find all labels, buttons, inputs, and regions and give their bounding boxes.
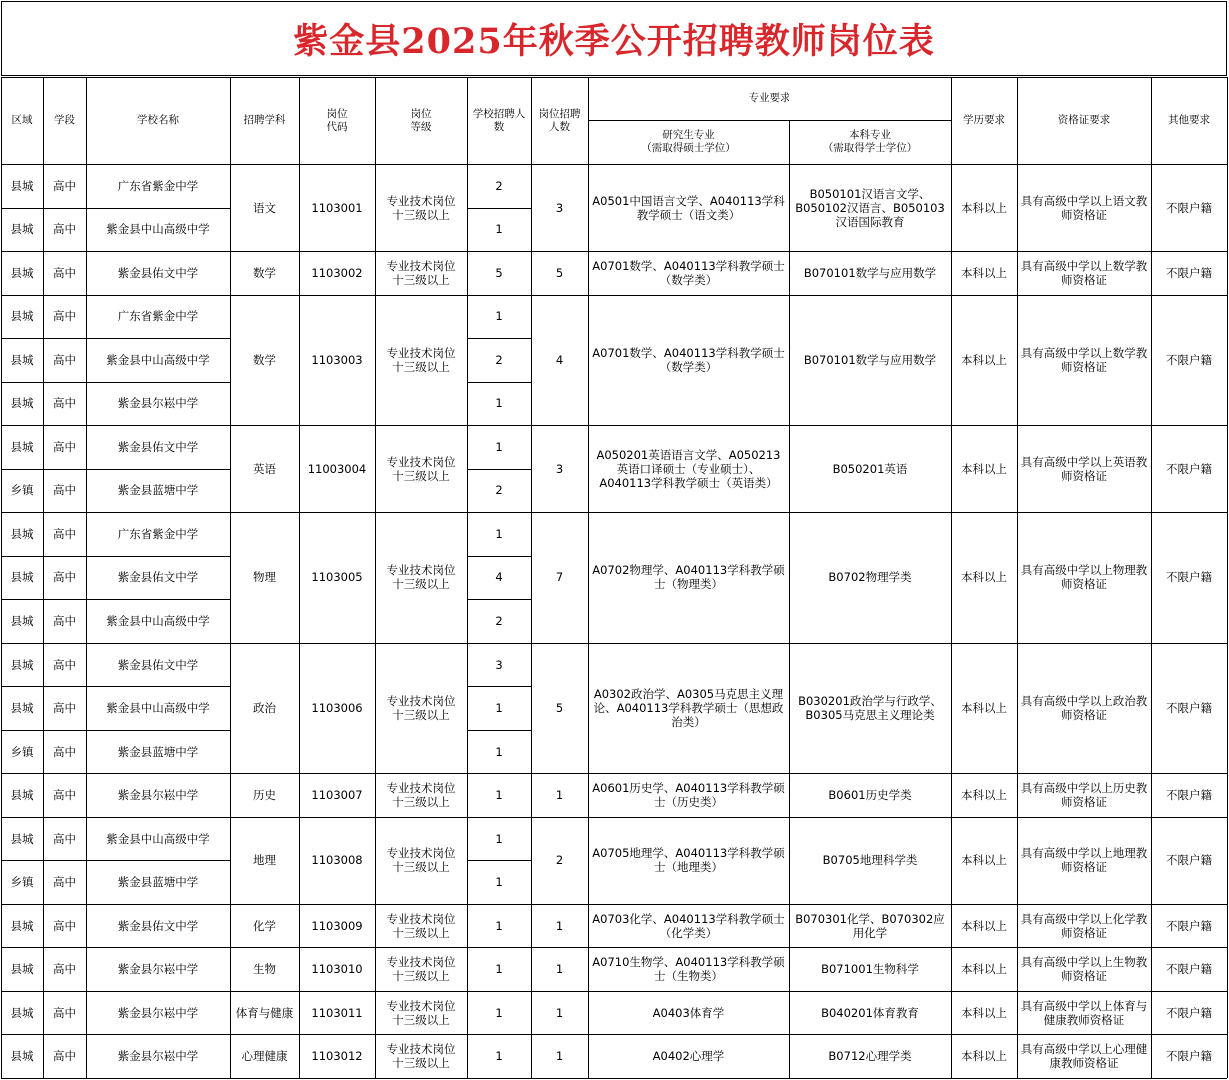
other-requirement-cell: 不限户籍	[1166, 701, 1212, 716]
area-cell: 县城	[10, 613, 34, 628]
school-name-cell: 紫金县尔崧中学	[117, 962, 199, 977]
certificate-cell: 具有高级中学以上英语教师资格证	[1020, 454, 1148, 483]
subject-cell: 生物	[253, 962, 276, 977]
education-cell: 本科以上	[961, 962, 1007, 977]
certificate-cell: 具有高级中学以上政治教师资格证	[1020, 694, 1148, 723]
grad-major-cell: A0710生物学、A040113学科教学硕士（生物类）	[592, 955, 785, 984]
education-cell: 本科以上	[961, 352, 1007, 367]
subject-cell: 英语	[253, 461, 276, 476]
school-quota-cell: 1	[495, 1005, 503, 1020]
undergrad-major-cell: B0712心理学类	[828, 1049, 912, 1064]
post-quota-cell: 1	[555, 1049, 564, 1064]
education-cell: 本科以上	[961, 788, 1007, 803]
school-quota-cell: 2	[495, 613, 503, 628]
school-quota-cell: 2	[495, 483, 503, 498]
education-cell: 本科以上	[961, 265, 1007, 280]
area-cell: 县城	[10, 439, 34, 454]
stage-cell: 高中	[53, 701, 76, 716]
school-name-cell: 紫金县蓝塘中学	[117, 875, 199, 890]
other-requirement-cell: 不限户籍	[1166, 1049, 1212, 1064]
other-requirement-cell: 不限户籍	[1166, 570, 1212, 585]
undergrad-major-cell: B070301化学、B070302应用化学	[795, 911, 945, 940]
area-cell: 县城	[10, 831, 34, 846]
area-cell: 县城	[10, 701, 34, 716]
header-major: 专业要求	[748, 92, 791, 104]
school-name-cell: 紫金县尔崧中学	[117, 396, 199, 411]
school-quota-cell: 2	[495, 352, 503, 367]
post-quota-cell: 1	[555, 788, 564, 803]
grad-major-cell: A0701数学、A040113学科教学硕士（数学类）	[592, 258, 785, 287]
header-stage: 学段	[54, 114, 75, 126]
education-cell: 本科以上	[961, 570, 1007, 585]
school-quota-cell: 3	[495, 657, 503, 672]
school-quota-cell: 1	[495, 962, 503, 977]
education-cell: 本科以上	[961, 1049, 1007, 1064]
school-name-cell: 紫金县佑文中学	[117, 265, 199, 280]
header-under: 本科专业 （需取得学士学位）	[822, 129, 918, 154]
school-name-cell: 紫金县尔崧中学	[117, 788, 199, 803]
stage-cell: 高中	[53, 613, 76, 628]
school-name-cell: 广东省紫金中学	[117, 178, 199, 193]
area-cell: 县城	[10, 309, 34, 324]
post-code-cell: 1103006	[311, 701, 363, 716]
school-name-cell: 紫金县中山高级中学	[106, 831, 210, 846]
post-level-cell: 专业技术岗位十三级以上	[386, 454, 456, 483]
post-level-cell: 专业技术岗位十三级以上	[386, 911, 456, 940]
subject-cell: 语文	[253, 200, 276, 215]
stage-cell: 高中	[53, 396, 76, 411]
subject-cell: 数学	[253, 352, 276, 367]
post-quota-cell: 1	[555, 962, 564, 977]
school-quota-cell: 1	[495, 526, 503, 541]
subject-cell: 数学	[253, 265, 276, 280]
grad-major-cell: A0705地理学、A040113学科教学硕士（地理类）	[592, 846, 785, 875]
post-level-cell: 专业技术岗位十三级以上	[386, 1042, 456, 1071]
grad-major-cell: A0701数学、A040113学科教学硕士（数学类）	[592, 345, 785, 374]
school-name-cell: 紫金县佑文中学	[117, 570, 199, 585]
header-school-num: 学校招聘人数	[472, 107, 526, 133]
post-code-cell: 1103005	[311, 570, 363, 585]
stage-cell: 高中	[53, 222, 76, 237]
subject-cell: 心理健康	[241, 1049, 288, 1064]
post-level-cell: 专业技术岗位十三级以上	[386, 846, 456, 875]
stage-cell: 高中	[53, 265, 76, 280]
stage-cell: 高中	[53, 309, 76, 324]
post-code-cell: 1103008	[311, 853, 363, 868]
header-grad: 研究生专业 （需取得硕士学位）	[641, 129, 736, 154]
area-cell: 乡镇	[10, 744, 34, 759]
stage-cell: 高中	[53, 178, 76, 193]
grad-major-cell: A0702物理学、A040113学科教学硕士（物理类）	[592, 563, 785, 592]
post-quota-cell: 1	[555, 918, 564, 933]
other-requirement-cell: 不限户籍	[1166, 918, 1212, 933]
school-quota-cell: 1	[495, 222, 503, 237]
education-cell: 本科以上	[961, 701, 1007, 716]
post-level-cell: 专业技术岗位十三级以上	[386, 193, 456, 222]
other-requirement-cell: 不限户籍	[1166, 962, 1212, 977]
education-cell: 本科以上	[961, 461, 1007, 476]
grad-major-cell: A0601历史学、A040113学科教学硕士（历史类）	[592, 781, 785, 810]
post-level-cell: 专业技术岗位十三级以上	[386, 563, 456, 592]
grad-major-cell: A0501中国语言文学、A040113学科教学硕士（语文类）	[592, 193, 785, 222]
post-quota-cell: 2	[555, 853, 564, 868]
post-code-cell: 1103002	[311, 265, 363, 280]
area-cell: 县城	[10, 526, 34, 541]
school-name-cell: 紫金县中山高级中学	[106, 222, 210, 237]
other-requirement-cell: 不限户籍	[1166, 352, 1212, 367]
header-code: 岗位 代码	[326, 107, 348, 133]
other-requirement-cell: 不限户籍	[1166, 461, 1212, 476]
school-quota-cell: 1	[495, 309, 503, 324]
certificate-cell: 具有高级中学以上生物教师资格证	[1020, 955, 1148, 984]
header-edu: 学历要求	[963, 114, 1005, 126]
stage-cell: 高中	[53, 352, 76, 367]
undergrad-major-cell: B030201政治学与行政学、B0305马克思主义理论类	[798, 694, 942, 723]
header-subject: 招聘学科	[243, 114, 286, 126]
header-school: 学校名称	[137, 114, 179, 126]
post-code-cell: 11003004	[307, 461, 367, 476]
post-level-cell: 专业技术岗位十三级以上	[386, 258, 456, 287]
education-cell: 本科以上	[961, 1005, 1007, 1020]
area-cell: 县城	[10, 265, 34, 280]
area-cell: 县城	[10, 1049, 34, 1064]
post-level-cell: 专业技术岗位十三级以上	[386, 955, 456, 984]
area-cell: 县城	[10, 570, 34, 585]
area-cell: 县城	[10, 396, 34, 411]
page-title: 紫金县2025年秋季公开招聘教师岗位表	[1, 1, 1227, 76]
subject-cell: 政治	[253, 701, 276, 716]
subject-cell: 物理	[253, 570, 276, 585]
post-code-cell: 1103010	[311, 962, 363, 977]
school-name-cell: 广东省紫金中学	[117, 309, 199, 324]
other-requirement-cell: 不限户籍	[1166, 1005, 1212, 1020]
post-quota-cell: 3	[555, 200, 564, 215]
school-quota-cell: 1	[495, 744, 503, 759]
stage-cell: 高中	[53, 788, 76, 803]
post-code-cell: 1103007	[311, 788, 363, 803]
stage-cell: 高中	[53, 744, 76, 759]
school-name-cell: 紫金县蓝塘中学	[117, 483, 199, 498]
certificate-cell: 具有高级中学以上语文教师资格证	[1020, 193, 1148, 222]
stage-cell: 高中	[53, 962, 76, 977]
other-requirement-cell: 不限户籍	[1166, 200, 1212, 215]
undergrad-major-cell: B071001生物科学	[821, 962, 919, 977]
area-cell: 县城	[10, 788, 34, 803]
grad-major-cell: A0403体育学	[652, 1005, 725, 1020]
stage-cell: 高中	[53, 657, 76, 672]
other-requirement-cell: 不限户籍	[1166, 853, 1212, 868]
header-area: 区域	[11, 114, 33, 126]
stage-cell: 高中	[53, 526, 76, 541]
school-name-cell: 紫金县佑文中学	[117, 657, 199, 672]
education-cell: 本科以上	[961, 853, 1007, 868]
post-quota-cell: 5	[555, 265, 564, 280]
post-level-cell: 专业技术岗位十三级以上	[386, 781, 456, 810]
school-name-cell: 广东省紫金中学	[117, 526, 199, 541]
subject-cell: 体育与健康	[235, 1005, 294, 1020]
area-cell: 县城	[10, 178, 34, 193]
school-name-cell: 紫金县佑文中学	[117, 918, 199, 933]
certificate-cell: 具有高级中学以上数学教师资格证	[1020, 258, 1148, 287]
area-cell: 县城	[10, 352, 34, 367]
certificate-cell: 具有高级中学以上地理教师资格证	[1020, 846, 1148, 875]
stage-cell: 高中	[53, 1005, 76, 1020]
certificate-cell: 具有高级中学以上物理教师资格证	[1020, 563, 1148, 592]
subject-cell: 历史	[253, 788, 276, 803]
undergrad-major-cell: B0601历史学类	[828, 788, 912, 803]
header-post-num: 岗位招聘人数	[538, 107, 581, 133]
post-code-cell: 1103011	[311, 1005, 363, 1020]
certificate-cell: 具有高级中学以上数学教师资格证	[1020, 345, 1148, 374]
education-cell: 本科以上	[961, 200, 1007, 215]
stage-cell: 高中	[53, 483, 76, 498]
area-cell: 县城	[10, 918, 34, 933]
undergrad-major-cell: B070101数学与应用数学	[803, 265, 937, 280]
post-quota-cell: 1	[555, 1005, 564, 1020]
grad-major-cell: A0402心理学	[652, 1049, 725, 1064]
undergrad-major-cell: B0705地理科学类	[822, 853, 918, 868]
stage-cell: 高中	[53, 570, 76, 585]
school-quota-cell: 1	[495, 788, 503, 803]
post-quota-cell: 5	[555, 701, 564, 716]
header-other: 其他要求	[1168, 114, 1210, 126]
stage-cell: 高中	[53, 918, 76, 933]
undergrad-major-cell: B050201英语	[832, 461, 908, 476]
school-name-cell: 紫金县中山高级中学	[106, 701, 210, 716]
school-quota-cell: 2	[495, 178, 503, 193]
school-quota-cell: 5	[495, 265, 503, 280]
post-level-cell: 专业技术岗位十三级以上	[386, 998, 456, 1027]
school-name-cell: 紫金县尔崧中学	[117, 1005, 199, 1020]
other-requirement-cell: 不限户籍	[1166, 265, 1212, 280]
header-level: 岗位 等级	[410, 107, 432, 133]
school-quota-cell: 1	[495, 875, 503, 890]
undergrad-major-cell: B040201体育教育	[821, 1005, 919, 1020]
grad-major-cell: A0703化学、A040113学科教学硕士（化学类）	[592, 911, 785, 940]
post-level-cell: 专业技术岗位十三级以上	[386, 345, 456, 374]
post-code-cell: 1103001	[311, 200, 363, 215]
post-code-cell: 1103012	[311, 1049, 363, 1064]
post-level-cell: 专业技术岗位十三级以上	[386, 694, 456, 723]
area-cell: 乡镇	[10, 483, 34, 498]
school-quota-cell: 4	[495, 570, 503, 585]
post-code-cell: 1103003	[311, 352, 363, 367]
undergrad-major-cell: B050101汉语言文学、B050102汉语言、B050103汉语国际教育	[795, 186, 945, 229]
school-name-cell: 紫金县中山高级中学	[106, 352, 210, 367]
school-quota-cell: 1	[495, 831, 503, 846]
stage-cell: 高中	[53, 875, 76, 890]
school-name-cell: 紫金县中山高级中学	[106, 613, 210, 628]
school-quota-cell: 1	[495, 701, 503, 716]
stage-cell: 高中	[53, 831, 76, 846]
other-requirement-cell: 不限户籍	[1166, 788, 1212, 803]
subject-cell: 地理	[253, 853, 276, 868]
school-quota-cell: 1	[495, 439, 503, 454]
school-quota-cell: 1	[495, 1049, 503, 1064]
post-code-cell: 1103009	[311, 918, 363, 933]
post-quota-cell: 4	[555, 352, 564, 367]
area-cell: 县城	[10, 222, 34, 237]
post-quota-cell: 3	[555, 461, 564, 476]
certificate-cell: 具有高级中学以上体育与健康教师资格证	[1020, 998, 1148, 1027]
stage-cell: 高中	[53, 439, 76, 454]
education-cell: 本科以上	[961, 918, 1007, 933]
area-cell: 县城	[10, 657, 34, 672]
grad-major-cell: A0302政治学、A0305马克思主义理论、A040113学科教学硕士（思想政治类）	[593, 687, 784, 730]
header-cert: 资格证要求	[1057, 114, 1111, 126]
certificate-cell: 具有高级中学以上化学教师资格证	[1020, 911, 1148, 940]
stage-cell: 高中	[53, 1049, 76, 1064]
undergrad-major-cell: B070101数学与应用数学	[803, 352, 937, 367]
area-cell: 县城	[10, 962, 34, 977]
area-cell: 乡镇	[10, 875, 34, 890]
undergrad-major-cell: B0702物理学类	[828, 570, 912, 585]
certificate-cell: 具有高级中学以上历史教师资格证	[1020, 781, 1148, 810]
certificate-cell: 具有高级中学以上心理健康教师资格证	[1020, 1042, 1148, 1071]
school-quota-cell: 1	[495, 396, 503, 411]
area-cell: 县城	[10, 1005, 34, 1020]
school-quota-cell: 1	[495, 918, 503, 933]
school-name-cell: 紫金县蓝塘中学	[117, 744, 199, 759]
school-name-cell: 紫金县尔崧中学	[117, 1049, 199, 1064]
school-name-cell: 紫金县佑文中学	[117, 439, 199, 454]
subject-cell: 化学	[253, 918, 276, 933]
post-quota-cell: 7	[555, 570, 564, 585]
grad-major-cell: A050201英语语言文学、A050213英语口译硕士（专业硕士）、A040113学科教学硕士（英语类）	[596, 447, 781, 490]
